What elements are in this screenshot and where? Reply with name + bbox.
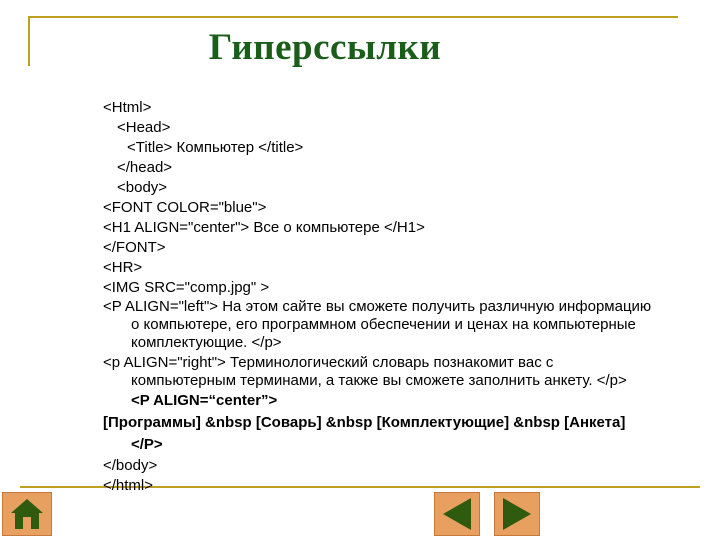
code-line: <Title> Компьютер </title> (127, 139, 304, 156)
code-line: </html> (103, 477, 154, 494)
code-line: <Head> (117, 119, 171, 136)
code-line: <H1 ALIGN="center"> Все о компьютере </H1> (103, 219, 425, 236)
code-line: </P> (131, 436, 163, 453)
house-icon (3, 493, 51, 535)
frame-top-line (28, 16, 678, 18)
home-button[interactable] (2, 492, 52, 536)
previous-slide-button[interactable] (434, 492, 480, 536)
code-line: <p ALIGN="right"> Терминологический словарь познакомит вас с (103, 354, 554, 371)
code-line: </head> (117, 159, 173, 176)
triangle-left-icon (435, 493, 479, 535)
code-line: <body> (117, 179, 168, 196)
code-line: [Программы] &nbsp [Соварь] &nbsp [Комплектующие] &nbsp [Анкета] (103, 414, 626, 431)
html-code-block (103, 98, 720, 496)
code-line: о компьютере, его программном обеспечении и ценах на компьютерные (131, 316, 636, 333)
code-line: <P ALIGN=“center”> (131, 392, 278, 409)
code-line: <HR> (103, 259, 143, 276)
code-line: <FONT COLOR="blue"> (103, 199, 267, 216)
code-line: </FONT> (103, 239, 166, 256)
code-line: </body> (103, 457, 158, 474)
code-line: комплектующие. </p> (131, 334, 282, 351)
next-slide-button[interactable] (494, 492, 540, 536)
code-line: <IMG SRC="comp.jpg" > (103, 279, 270, 296)
slide-title: Гиперссылки (208, 27, 442, 68)
code-line: компьютерным терминами, а также вы сможете заполнить анкету. </p> (131, 372, 627, 389)
triangle-right-icon (495, 493, 539, 535)
code-line: <Html> (103, 99, 152, 116)
code-line: <P ALIGN="left"> На этом сайте вы сможете получить различную информацию (103, 298, 652, 315)
